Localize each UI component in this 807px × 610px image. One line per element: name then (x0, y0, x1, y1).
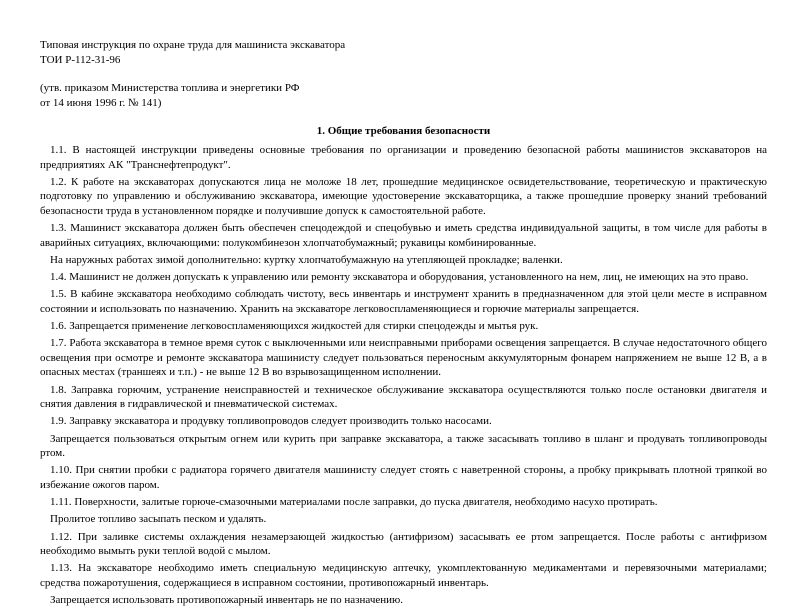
paragraph-1-1: 1.1. В настоящей инструкции приведены основные требования по организации и проведению безопасной работы машинистов экскаваторов на предприятиях АК "Транснефтепродукт". (40, 143, 767, 171)
paragraph-1-4: 1.4. Машинист не должен допускать к управлению или ремонту экскаватора и оборудования, установленного на нем, лиц, не имеющих на это право. (50, 271, 749, 284)
paragraph-1-13-prohibition: Запрещается использовать противопожарный инвентарь не по назначению. (50, 594, 403, 607)
paragraph-1-2: 1.2. К работе на экскаваторах допускаются лица не моложе 18 лет, прошедшие медицинское освидетельствование, теоретическую и практическую подготовку по управлению и обслуживанию экскаватора, имеющие удостоверение экскаваторщика, а также прошедшие проверку знаний требований безопасности труда в установленном порядке и получившие допуск к самостоятельной работе. (40, 175, 767, 217)
approval-line-1: (утв. приказом Министерства топлива и энергетики РФ (40, 82, 300, 95)
paragraph-1-12: 1.12. При заливке системы охлаждения незамерзающей жидкостью (антифризом) засасывать ее ртом запрещается. После работы с антифризом необходимо вымыть руки теплой водой с мылом. (40, 530, 767, 558)
paragraph-1-13: 1.13. На экскаваторе необходимо иметь специальную медицинскую аптечку, укомплектованную медикаментами и перевязочными материалами; средства пожаротушения, содержащиеся в исправном состоянии, противопожарный инвентарь. (40, 562, 767, 589)
paragraph-1-3-winter: На наружных работах зимой дополнительно: куртку хлопчатобумажную на утепляющей прокладке; валенки. (50, 253, 563, 266)
paragraph-1-5: 1.5. В кабине экскаватора необходимо соблюдать чистоту, весь инвентарь и инструмент хранить в предназначенном для этой цели месте в исправном состоянии и использовать по назначению. Хранить на экскаваторе легковоспламеняющиеся и горючие материалы запрещается. (40, 288, 767, 315)
approval-line-2: от 14 июня 1996 г. № 141) (40, 96, 162, 109)
paragraph-1-10: 1.10. При снятии пробки с радиатора горячего двигателя машинисту следует стоять с наветренной стороны, а пробку прикрывать плотной тряпкой во избежание ожогов паром. (40, 464, 767, 491)
document-body (40, 38, 767, 610)
paragraph-1-11: 1.11. Поверхности, залитые горюче-смазочными материалами после заправки, до пуска двигателя, необходимо насухо протирать. (50, 496, 658, 509)
paragraph-1-7: 1.7. Работа экскаватора в темное время суток с выключенными или неисправными приборами освещения запрещается. В случае недостаточного общего освещения при осмотре и ремонте экскаватора машинисту следует пользоваться переносным аккумуляторным фонарем напряжением не выше 12 В, а в опасных местах (траншеях и т.п.) - не выше 12 В во взрывозащищенном исполнении. (40, 337, 767, 379)
paragraph-1-11-spill: Пролитое топливо засыпать песком и удалять. (50, 513, 267, 526)
document-title: Типовая инструкция по охране труда для машиниста экскаватора (40, 39, 346, 51)
paragraph-1-9-prohibition: Запрещается пользоваться открытым огнем или курить при заправке экскаватора, а также засасывать топливо в шланг и продувать топливопроводы ртом. (40, 432, 767, 460)
header-spacer (40, 67, 767, 81)
paragraph-1-3: 1.3. Машинист экскаватора должен быть обеспечен спецодеждой и спецобувью и иметь средства индивидуальной защиты, в том числе для работы в аварийных ситуациях, включающими: полукомбинезон хлопчатобумажный; рукавицы комбинированные. (40, 222, 767, 249)
paragraph-1-6: 1.6. Запрещается применение легковоспламеняющихся жидкостей для стирки спецодежды и мытья рук. (50, 320, 539, 333)
paragraph-1-9: 1.9. Заправку экскаватора и продувку топливопроводов следует производить только насосами. (50, 415, 492, 428)
paragraph-1-8: 1.8. Заправка горючим, устранение неисправностей и техническое обслуживание экскаватора осуществляются только после остановки двигателя и снятия давления в гидравлической и пневматической системах. (40, 383, 767, 411)
document-code: ТОИ Р-112-31-96 (40, 53, 121, 66)
section-title: 1. Общие требования безопасности (316, 125, 491, 138)
